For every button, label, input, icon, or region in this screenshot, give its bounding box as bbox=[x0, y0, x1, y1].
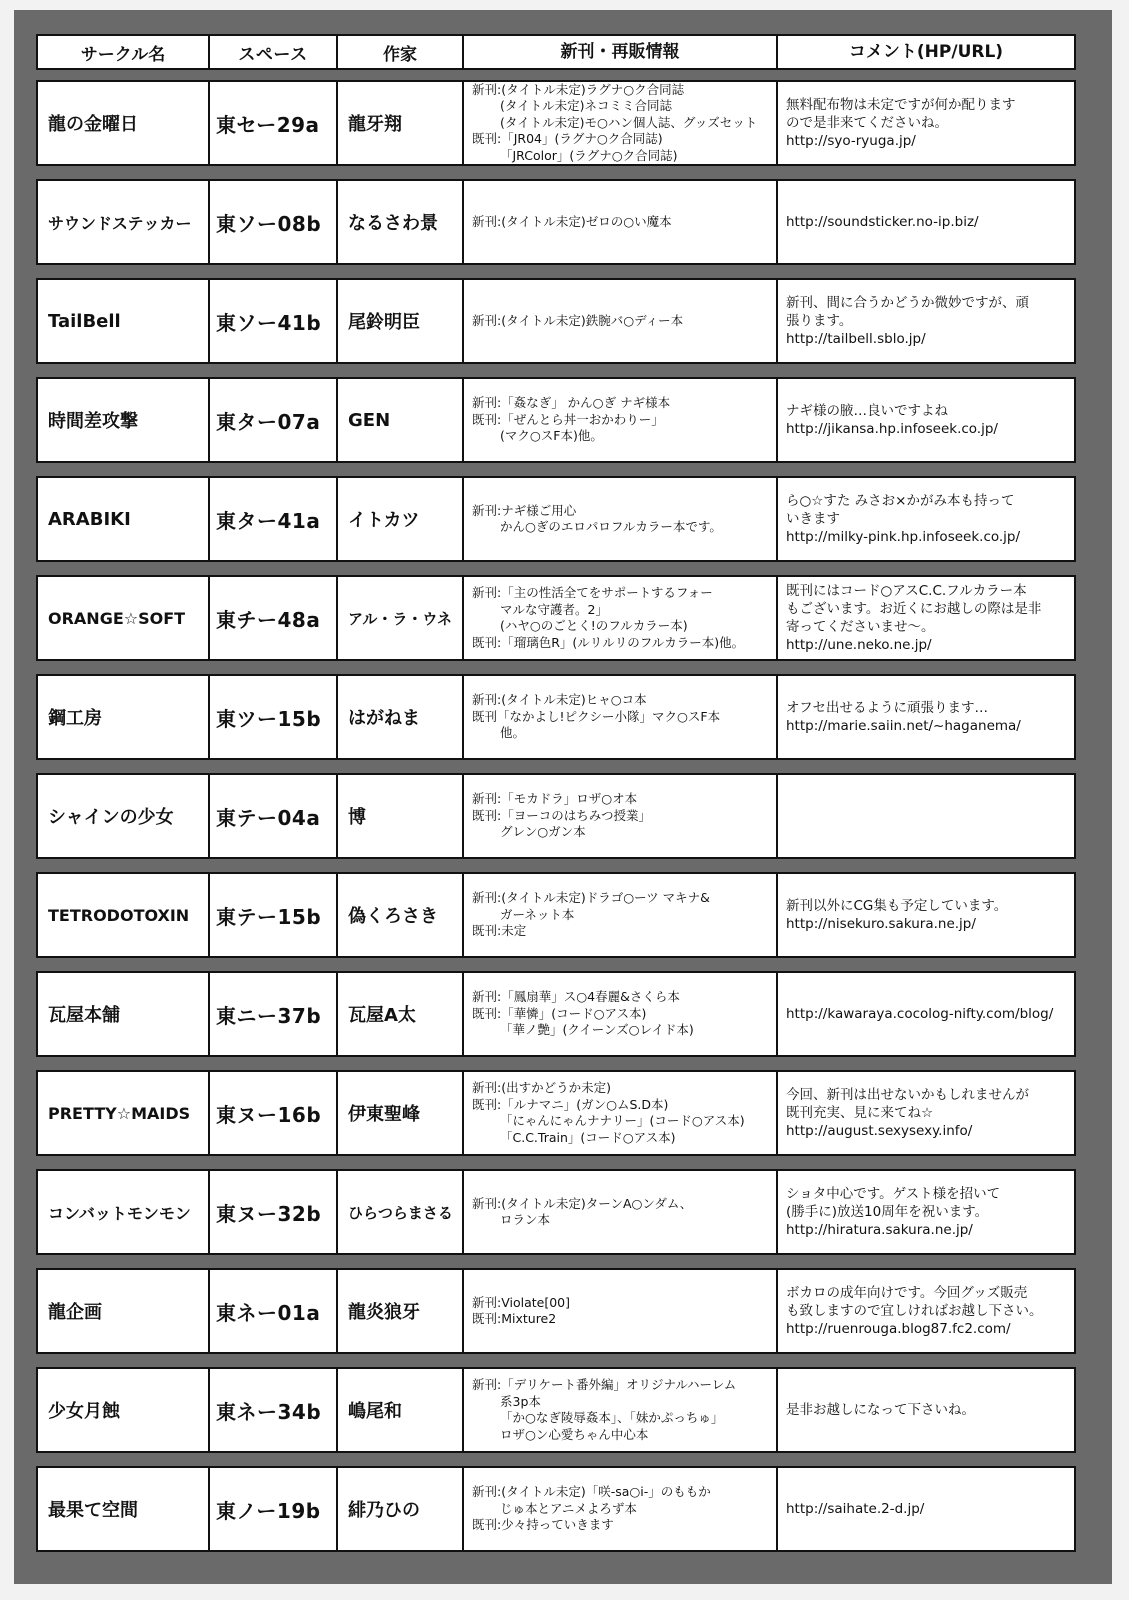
release-info bbox=[464, 280, 778, 362]
release-info bbox=[464, 676, 778, 758]
space-code: 東ノー19b bbox=[210, 1468, 338, 1550]
release-info bbox=[464, 1369, 778, 1451]
release-info bbox=[464, 577, 778, 659]
table-row bbox=[36, 80, 1076, 166]
comment-line: ら○☆すた みさお×かがみ本も持って bbox=[786, 492, 1015, 509]
space-code: 東ヌー32b bbox=[210, 1171, 338, 1253]
comment-line: 無料配布物は未定ですが何か配ります bbox=[786, 96, 1016, 113]
table-row bbox=[36, 1070, 1076, 1156]
space-code: 東ター41a bbox=[210, 478, 338, 560]
comment bbox=[778, 775, 1074, 857]
circle-name: ORANGE☆SOFT bbox=[38, 577, 210, 659]
author-name: 嶋尾和 bbox=[338, 1369, 464, 1451]
release-info-line: 新刊:「主の性活全てをサポートするフォー bbox=[472, 585, 713, 600]
space-code: 東ネー01a bbox=[210, 1270, 338, 1352]
release-info-line: 新刊:(タイトル未定)鉄腕バ○ディー本 bbox=[472, 312, 684, 328]
comment bbox=[778, 1072, 1074, 1154]
url-link[interactable]: http://syo-ryuga.jp/ bbox=[786, 133, 916, 150]
release-info-line: 新刊:ナギ様ご用心 bbox=[472, 502, 577, 518]
author-name: 瓦屋A太 bbox=[338, 973, 464, 1055]
table-row bbox=[36, 971, 1076, 1057]
release-info-line: 既刊:「JR04」(ラグナ○ク合同誌) bbox=[472, 131, 663, 147]
header-space: スペース bbox=[210, 36, 338, 68]
table-row bbox=[36, 1466, 1076, 1552]
release-info-line: 新刊:Violate[00] bbox=[472, 1294, 570, 1310]
comment-line: (勝手に)放送10周年を祝います。 bbox=[786, 1203, 989, 1220]
comment bbox=[778, 82, 1074, 164]
space-code: 東テー04a bbox=[210, 775, 338, 857]
release-info-line: 既刊:「瑠璃色R」(ルリルリのフルカラー本)他。 bbox=[472, 634, 745, 650]
table-row bbox=[36, 179, 1076, 265]
space-code: 東ニー37b bbox=[210, 973, 338, 1055]
comment bbox=[778, 1270, 1074, 1352]
release-info-line: 既刊:「華憐」(コード○アス本) bbox=[472, 1005, 647, 1021]
table-row bbox=[36, 674, 1076, 760]
comment bbox=[778, 1171, 1074, 1253]
release-info-line: 新刊:「鳳扇華」ス○4春麗&さくら本 bbox=[472, 989, 680, 1005]
space-code: 東ソー41b bbox=[210, 280, 338, 362]
comment bbox=[778, 973, 1074, 1055]
release-info-line: 他。 bbox=[500, 725, 526, 741]
release-info-line: 既刊:少々持っていきます bbox=[472, 1517, 614, 1533]
circle-name: 瓦屋本舗 bbox=[38, 973, 210, 1055]
table-row bbox=[36, 377, 1076, 463]
comment-line: 是非お越しになって下さいね。 bbox=[786, 1401, 975, 1418]
comment-line: 新刊以外にCG集も予定しています。 bbox=[786, 897, 1008, 914]
circle-name: PRETTY☆MAIDS bbox=[38, 1072, 210, 1154]
author-name: ひらつらまさる bbox=[338, 1171, 464, 1253]
author-name: イトカツ bbox=[338, 478, 464, 560]
release-info-line: 「華ノ艶」(クイーンズ○レイド本) bbox=[500, 1022, 694, 1038]
space-code: 東セー29a bbox=[210, 82, 338, 164]
comment-line: 張ります。 bbox=[786, 312, 853, 329]
release-info-line: じゅ本とアニメよろず本 bbox=[500, 1500, 637, 1516]
release-info bbox=[464, 874, 778, 956]
release-info-line: 既刊「なかよし!ピクシー小隊」マク○スF本 bbox=[472, 708, 721, 724]
circle-name: コンバットモンモン bbox=[38, 1171, 210, 1253]
author-name: なるさわ景 bbox=[338, 181, 464, 263]
table-row bbox=[36, 872, 1076, 958]
circle-table bbox=[36, 34, 1076, 1565]
release-info-line: ロザ○ン心愛ちゃん中心本 bbox=[500, 1426, 649, 1442]
release-info-line: 新刊:(タイトル未定)ドラゴ○ーツ マキナ& bbox=[472, 890, 710, 906]
release-info bbox=[464, 379, 778, 461]
comment bbox=[778, 379, 1074, 461]
release-info bbox=[464, 1270, 778, 1352]
comment-line: も致しますので宜しければお越し下さい。 bbox=[786, 1302, 1043, 1319]
space-code: 東ソー08b bbox=[210, 181, 338, 263]
table-row bbox=[36, 1268, 1076, 1354]
url-link[interactable]: http://une.neko.ne.jp/ bbox=[786, 637, 932, 654]
release-info bbox=[464, 181, 778, 263]
table-row bbox=[36, 278, 1076, 364]
url-link[interactable]: http://tailbell.sblo.jp/ bbox=[786, 331, 926, 348]
release-info-line: 既刊:「ぜんとら丼一おかわりー」 bbox=[472, 411, 664, 427]
header-author: 作家 bbox=[338, 36, 464, 68]
author-name: 緋乃ひの bbox=[338, 1468, 464, 1550]
release-info bbox=[464, 973, 778, 1055]
release-info-line: 新刊:(タイトル未定)ゼロの○い魔本 bbox=[472, 213, 672, 229]
comment bbox=[778, 577, 1074, 659]
release-info-line: 「か○なぎ陵辱姦本」、「妹かぷっちゅ」 bbox=[500, 1410, 724, 1425]
release-info-line: 「にゃんにゃんナナリー」(コード○アス本) bbox=[500, 1113, 745, 1128]
space-code: 東チー48a bbox=[210, 577, 338, 659]
table-row bbox=[36, 575, 1076, 661]
space-code: 東ツー15b bbox=[210, 676, 338, 758]
comment-line: ので是非来てくださいね。 bbox=[786, 114, 948, 131]
author-name: 博 bbox=[338, 775, 464, 857]
table-header bbox=[36, 34, 1076, 70]
comment-line: 既刊充実、見に来てね☆ bbox=[786, 1104, 934, 1121]
author-name: アル・ラ・ウネ bbox=[338, 577, 464, 659]
release-info-line: 「JRColor」(ラグナ○ク合同誌) bbox=[500, 147, 678, 163]
release-info-line: 新刊:(タイトル未定)ヒャ○コ本 bbox=[472, 692, 647, 708]
url-link[interactable]: http://milky-pink.hp.infoseek.co.jp/ bbox=[786, 529, 1021, 546]
url-link[interactable]: http://nisekuro.sakura.ne.jp/ bbox=[786, 916, 976, 932]
url-link[interactable]: http://saihate.2-d.jp/ bbox=[786, 1500, 925, 1517]
comment bbox=[778, 676, 1074, 758]
author-name: 伊東聖峰 bbox=[338, 1072, 464, 1154]
comment-line: ナギ様の腋…良いですよね bbox=[786, 402, 948, 419]
release-info-line: マルな守護者。2」 bbox=[500, 601, 608, 617]
table-row bbox=[36, 773, 1076, 859]
author-name: 龍牙翔 bbox=[338, 82, 464, 164]
release-info-line: 新刊:「モカドラ」ロザ○オ本 bbox=[472, 791, 638, 807]
header-comment: コメント(HP/URL) bbox=[848, 41, 1004, 62]
table-row bbox=[36, 1169, 1076, 1255]
release-info-line: ガーネット本 bbox=[500, 906, 575, 922]
space-code: 東ネー34b bbox=[210, 1369, 338, 1451]
header-circle: サークル名 bbox=[38, 36, 210, 68]
release-info-line: ロラン本 bbox=[500, 1212, 551, 1227]
comment bbox=[778, 1369, 1074, 1451]
circle-name: 最果て空間 bbox=[38, 1468, 210, 1550]
release-info bbox=[464, 1072, 778, 1154]
release-info-line: 「C.C.Train」(コード○アス本) bbox=[500, 1129, 676, 1145]
release-info-line: 新刊:(タイトル未定)ラグナ○ク合同誌 bbox=[472, 82, 685, 97]
release-info-line: (タイトル未定)モ○ハン個人誌、グッズセット bbox=[500, 114, 758, 130]
author-name: 龍炎狼牙 bbox=[338, 1270, 464, 1352]
release-info bbox=[464, 1171, 778, 1253]
author-name: GEN bbox=[338, 379, 464, 461]
release-info bbox=[464, 478, 778, 560]
comment-line: いきます bbox=[786, 510, 840, 527]
circle-name: TETRODOTOXIN bbox=[38, 874, 210, 956]
circle-name: シャインの少女 bbox=[38, 775, 210, 857]
comment-line: 今回、新刊は出せないかもしれませんが bbox=[786, 1086, 1029, 1103]
circle-name: 龍の金曜日 bbox=[38, 82, 210, 164]
release-info-line: (ハヤ○のごとく!のフルカラー本) bbox=[500, 618, 688, 633]
release-info-line: (マク○スF本)他。 bbox=[500, 428, 603, 444]
url-link[interactable]: http://jikansa.hp.infoseek.co.jp/ bbox=[786, 421, 998, 437]
circle-name: 時間差攻撃 bbox=[38, 379, 210, 461]
release-info bbox=[464, 82, 778, 164]
comment bbox=[778, 874, 1074, 956]
comment bbox=[778, 181, 1074, 263]
comment bbox=[778, 280, 1074, 362]
url-link[interactable]: http://hiratura.sakura.ne.jp/ bbox=[786, 1222, 973, 1239]
space-code: 東ヌー16b bbox=[210, 1072, 338, 1154]
comment-line: オフセ出せるように頑張ります… bbox=[786, 699, 988, 716]
release-info-line: 既刊:「ルナマニ」(ガン○ムS.D本) bbox=[472, 1096, 669, 1112]
comment-line: 寄ってくださいませ〜。 bbox=[786, 619, 935, 635]
comment-line: ショタ中心です。ゲスト様を招いて bbox=[786, 1185, 1001, 1202]
author-name: 偽くろさき bbox=[338, 874, 464, 956]
url-link[interactable]: http://soundsticker.no-ip.biz/ bbox=[786, 213, 979, 230]
circle-name: ARABIKI bbox=[38, 478, 210, 560]
url-link[interactable]: http://marie.saiin.net/~haganema/ bbox=[786, 718, 1021, 734]
circle-name: 鋼工房 bbox=[38, 676, 210, 758]
table-row bbox=[36, 476, 1076, 562]
comment bbox=[778, 478, 1074, 560]
comment-line: ボカロの成年向けです。今回グッズ販売 bbox=[786, 1284, 1028, 1301]
release-info-line: 新刊:「デリケート番外編」オリジナルハーレム bbox=[472, 1377, 737, 1392]
url-link[interactable]: http://august.sexysexy.info/ bbox=[786, 1123, 973, 1140]
url-link[interactable]: http://ruenrouga.blog87.fc2.com/ bbox=[786, 1321, 1011, 1338]
release-info-line: 新刊:(タイトル未定)ターンA○ンダム、 bbox=[472, 1195, 693, 1211]
release-info-line: 既刊:未定 bbox=[472, 923, 527, 939]
release-info-line: 新刊:「姦なぎ」 かん○ぎ ナギ様本 bbox=[472, 395, 671, 411]
space-code: 東ター07a bbox=[210, 379, 338, 461]
release-info bbox=[464, 1468, 778, 1550]
release-info-line: (タイトル未定)ネコミミ合同誌 bbox=[500, 98, 673, 114]
circle-name: 龍企画 bbox=[38, 1270, 210, 1352]
release-info-line: 既刊:Mixture2 bbox=[472, 1311, 557, 1326]
release-info-line: グレン○ガン本 bbox=[500, 824, 586, 840]
release-info-line: かん○ぎのエロパロフルカラー本です。 bbox=[500, 519, 722, 534]
circle-name: 少女月蝕 bbox=[38, 1369, 210, 1451]
comment-line: 新刊、間に合うかどうか微妙ですが、頑 bbox=[786, 294, 1029, 311]
space-code: 東テー15b bbox=[210, 874, 338, 956]
url-link[interactable]: http://kawaraya.cocolog-nifty.com/blog/ bbox=[786, 1005, 1054, 1022]
circle-name: サウンドステッカー bbox=[38, 181, 210, 263]
release-info-line: 系3p本 bbox=[500, 1393, 541, 1409]
release-info bbox=[464, 775, 778, 857]
comment bbox=[778, 1468, 1074, 1550]
release-info-line: 既刊:「ヨーコのはちみつ授業」 bbox=[472, 807, 651, 823]
comment-line: 既刊にはコード○アスC.C.フルカラー本 bbox=[786, 582, 1027, 599]
circle-name: TailBell bbox=[38, 280, 210, 362]
author-name: 尾鈴明臣 bbox=[338, 280, 464, 362]
release-info-line: 新刊:(タイトル未定)「咲-sa○i-」のももか bbox=[472, 1484, 711, 1500]
author-name: はがねま bbox=[338, 676, 464, 758]
comment-line: もございます。お近くにお越しの際は是非 bbox=[786, 600, 1042, 617]
release-info-line: 新刊:(出すかどうか未定) bbox=[472, 1080, 611, 1095]
table-row bbox=[36, 1367, 1076, 1453]
header-info: 新刊・再販情報 bbox=[464, 36, 778, 68]
